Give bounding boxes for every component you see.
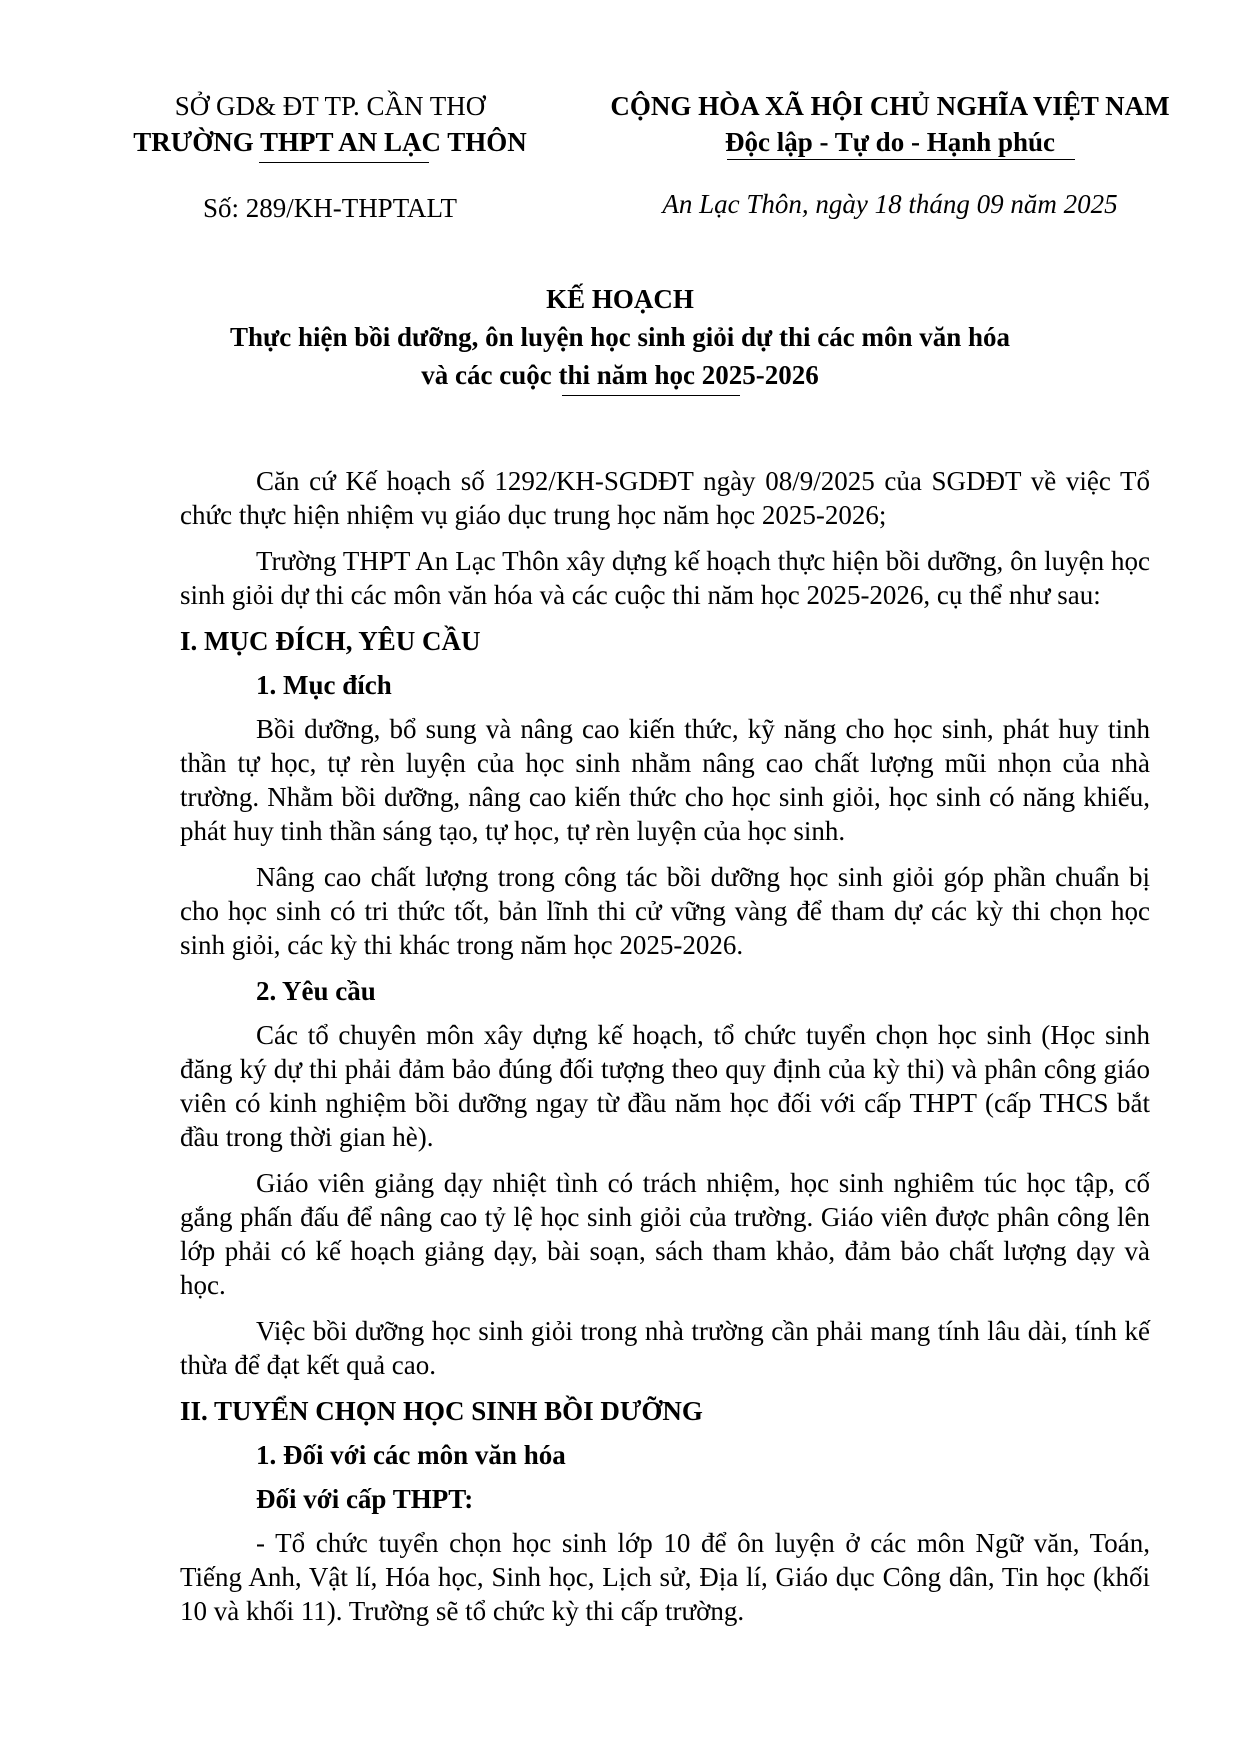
subsection-heading-cultural-subjects: 1. Đối với các môn văn hóa xyxy=(256,1440,566,1470)
paragraph-selection: - Tổ chức tuyển chọn học sinh lớp 10 để ôn luyện ở các môn Ngữ văn, Toán, Tiếng Anh, Vật lí, Hóa học, Sinh học, Lịch sử, Địa lí, Giáo dục Công dân, Tin học (khối 10 và khối 11). Trường sẽ tổ chức kỳ thi cấp trường. xyxy=(180,1528,1150,1626)
paragraph-requirements-2: Giáo viên giảng dạy nhiệt tình có trách nhiệm, học sinh nghiêm túc học tập, cố gắng phấn đấu để nâng cao tỷ lệ học sinh giỏi của trường. Giáo viên được phân công lên lớp phải có kế hoạch giảng dạy, bài soạn, sách tham khảo, đảm bảo chất lượng dạy và học. xyxy=(180,1168,1150,1300)
subsection-heading-high-school: Đối với cấp THPT: xyxy=(256,1484,474,1514)
document-body xyxy=(180,464,1150,1640)
paragraph-intro: Trường THPT An Lạc Thôn xây dựng kế hoạch thực hiện bồi dưỡng, ôn luyện học sinh giỏi dự thi các môn văn hóa và các cuộc thi năm học 2025-2026, cụ thể như sau: xyxy=(180,546,1150,610)
paragraph-legal-basis: Căn cứ Kế hoạch số 1292/KH-SGDĐT ngày 08/9/2025 của SGDĐT về việc Tổ chức thực hiện nhiệm vụ giáo dục trung học năm học 2025-2026; xyxy=(180,466,1150,530)
issuer-underline xyxy=(259,162,429,163)
title-underline xyxy=(562,395,740,396)
issuer-block xyxy=(120,88,540,160)
document-subtitle-line1: Thực hiện bồi dưỡng, ôn luyện học sinh giỏi dự thi các môn văn hóa xyxy=(230,322,1010,352)
section-heading-2: II. TUYỂN CHỌN HỌC SINH BỒI DƯỠNG xyxy=(180,1396,703,1426)
document-title: KẾ HOẠCH xyxy=(546,284,694,314)
paragraph-purpose-1: Bồi dưỡng, bổ sung và nâng cao kiến thức, kỹ năng cho học sinh, phát huy tinh thần tự học, tự rèn luyện của học sinh nhằm nâng cao chất lượng mũi nhọn của nhà trường. Nhằm bồi dưỡng, nâng cao kiến thức cho học sinh giỏi, học sinh có năng khiếu, phát huy tinh thần sáng tạo, tự học, tự rèn luyện của học sinh. xyxy=(180,714,1150,846)
country-name: CỘNG HÒA XÃ HỘI CHỦ NGHĨA VIỆT NAM xyxy=(610,91,1170,121)
document-number: Số: 289/KH-THPTALT xyxy=(202,193,458,223)
document-title-block xyxy=(120,280,1120,394)
department-name: SỞ GD& ĐT TP. CẦN THƠ xyxy=(174,91,486,121)
motto: Độc lập - Tự do - Hạnh phúc xyxy=(724,127,1056,157)
paragraph-requirements-3: Việc bồi dưỡng học sinh giỏi trong nhà trường cần phải mang tính lâu dài, tính kế thừa để đạt kết quả cao. xyxy=(180,1316,1150,1380)
document-subtitle-line2: và các cuộc thi năm học 2025-2026 xyxy=(421,360,819,390)
paragraph-requirements-1: Các tổ chuyên môn xây dựng kế hoạch, tổ chức tuyển chọn học sinh (Học sinh đăng ký dự thi phải đảm bảo đúng đối tượng theo quy định của kỳ thi) và phân công giáo viên có kinh nghiệm bồi dưỡng ngay từ đầu năm học đối với cấp THPT (cấp THCS bắt đầu trong thời gian hè). xyxy=(180,1020,1150,1152)
motto-underline xyxy=(727,159,1075,160)
subsection-heading-purpose: 1. Mục đích xyxy=(256,670,392,700)
section-heading-1: I. MỤC ĐÍCH, YÊU CẦU xyxy=(180,626,481,656)
subsection-heading-requirements: 2. Yêu cầu xyxy=(256,976,376,1006)
school-name: TRƯỜNG THPT AN LẠC THÔN xyxy=(133,127,527,157)
document-date: An Lạc Thôn, ngày 18 tháng 09 năm 2025 xyxy=(662,189,1118,219)
paragraph-purpose-2: Nâng cao chất lượng trong công tác bồi dưỡng học sinh giỏi góp phần chuẩn bị cho học sinh có tri thức tốt, bản lĩnh thi cử vững vàng để tham dự các kỳ thi chọn học sinh giỏi, các kỳ thi khác trong năm học 2025-2026. xyxy=(180,862,1150,960)
national-motto-block xyxy=(610,88,1170,160)
